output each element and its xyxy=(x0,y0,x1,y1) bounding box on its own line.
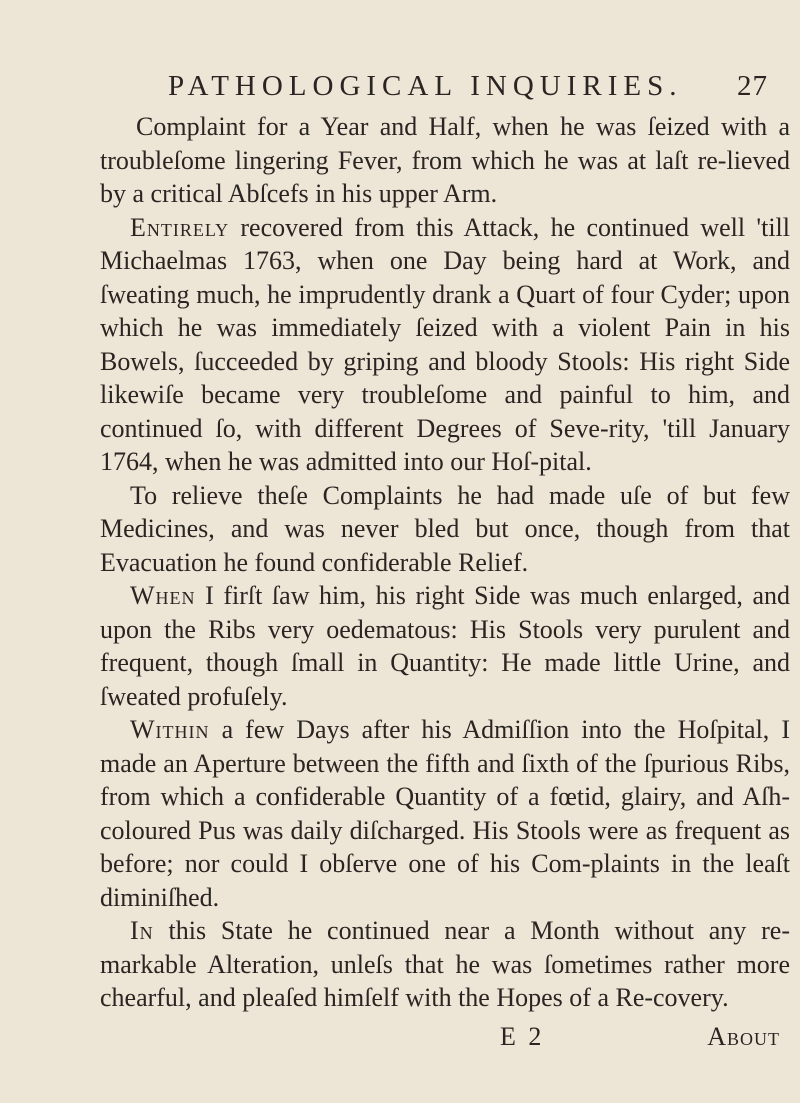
paragraph-text: To relieve theſe Complaints he had made uſe of but few Medicines, and was never bled but once, though from that Evacuation he found confiderable Relief. xyxy=(100,480,790,577)
paragraph-text: this State he continued near a Month without any re-markable Alteration, unleſs that he was ſometimes rather more chearful, and pleaſed himſelf with the Hopes of a Re-covery. xyxy=(100,916,790,1012)
paragraph-lead: In xyxy=(130,916,154,945)
page-number: 27 xyxy=(737,70,768,102)
paragraph-text: I firſt ſaw him, his right Side was much enlarged, and upon the Ribs very oedematous: His Stools very purulent and frequent, though ſmall in Quantity: He made little Urine, and ſweated profuſely. xyxy=(100,581,790,711)
paragraph-lead: Entirely xyxy=(130,212,230,242)
catchword: About xyxy=(707,1022,780,1051)
paragraph xyxy=(100,713,790,914)
paragraph xyxy=(100,110,790,211)
paragraph-text: a few Days after his Admiſſion into the Hoſpital, I made an Aperture between the fifth and ſixth of the ſpurious Ribs, from which a confiderable Quantity of a fœtid, glairy, and Aſh-coloured Pus was daily diſcharged. His Stools were as frequent as before; nor could I obſerve one of his Com-plaints in the leaſt diminiſhed. xyxy=(100,715,790,912)
paragraph-lead: Within xyxy=(130,715,210,744)
paragraph xyxy=(100,914,790,1015)
paragraph xyxy=(100,211,790,479)
running-header xyxy=(168,70,768,103)
paragraph xyxy=(100,479,790,580)
paragraph-lead: When xyxy=(130,581,196,610)
paragraph-text: recovered from this Attack, he continued well 'till Michaelmas 1763, when one Day being hard at Work, and ſweating much, he imprudently drank a Quart of four Cyder; upon which he was immediately ſeized with a violent Pain in his Bowels, ſucceeded by griping and bloody Stools: His right Side likewiſe became very troubleſome and painful to him, and continued ſo, with different Degrees of Seve-rity, 'till January 1764, when he was admitted into our Hoſ-pital. xyxy=(100,212,790,476)
header-title: PATHOLOGICAL INQUIRIES. xyxy=(168,70,683,102)
signature-mark: E 2 xyxy=(500,1022,545,1051)
paragraph xyxy=(100,579,790,713)
paragraph-text: Complaint for a Year and Half, when he was ſeized with a troubleſome lingering Fever, from which he was at laſt re-lieved by a critical Abſcefs in his upper Arm. xyxy=(100,112,790,208)
page-body xyxy=(100,110,790,1015)
